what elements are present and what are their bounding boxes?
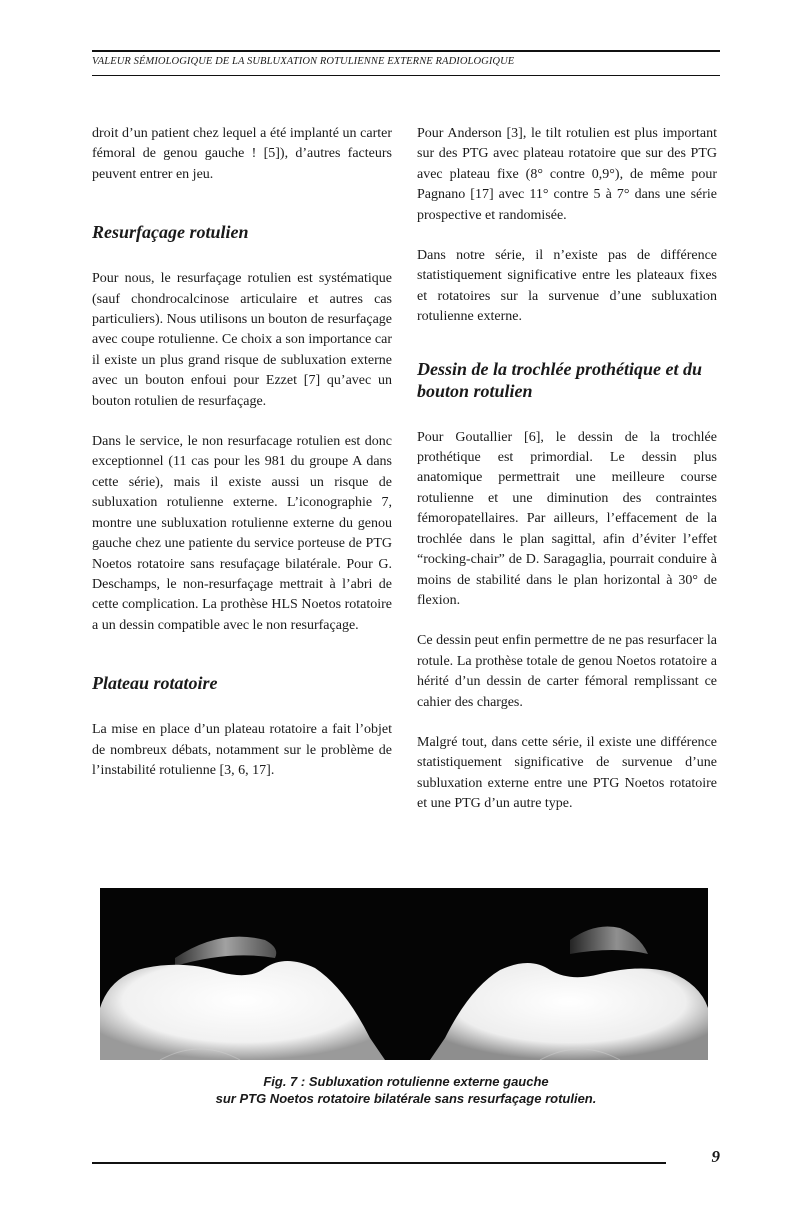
caption-line-2: sur PTG Noetos rotatoire bilatérale sans resurfaçage rotulien. bbox=[215, 1091, 597, 1106]
paragraph: Dans notre série, il n’existe pas de différence statistiquement significative entre les plateaux fixes et rotatoires sur la survenue d’une subluxation rotulienne externe. bbox=[417, 248, 717, 325]
paragraph: Dans le service, le non resurfacage rotulien est donc exceptionnel (11 cas pour les 981 du groupe A dans cette série), mais il existe aussi un risque de subluxation rotulienne externe. L’iconographie 7, montre une subluxation rotulienne externe du genou gauche chez une patiente du service porteuse de PTG Noetos rotatoire sans resufaçage bilatérale. Pour G. Deschamps, le non-resurfaçage mettrait à l’abri de cette complication. La prothèse HLS Noetos rotatoire a un dessin compatible avec le non resurfaçage. bbox=[92, 434, 392, 633]
paragraph: Pour Goutallier [6], le dessin de la trochlée prothétique est primordial. Le dessin plus anatomique permettrait une meilleure course rotulienne et une diminution des contraintes fémoropatellaires. Par ailleurs, l’effacement de la trochlée dans le plan sagittal, afin d’éviter l’effet “rocking-chair” de D. Saragaglia, pourrait conduire à moins de stabilité dans le plan horizontal à 30° de flexion. bbox=[417, 429, 717, 608]
xray-image bbox=[100, 888, 708, 1060]
header-rule-top bbox=[92, 50, 720, 52]
section-heading-resurfacage: Resurfaçage rotulien bbox=[92, 222, 249, 243]
page-number: 9 bbox=[711, 1147, 720, 1166]
left-column bbox=[92, 124, 392, 801]
right-column bbox=[417, 124, 717, 835]
paragraph: La mise en place d’un plateau rotatoire a fait l’objet de nombreux débats, notamment sur le problème de l’instabilité rotulienne [3, 6, 17]. bbox=[92, 722, 392, 778]
running-title: VALEUR SÉMIOLOGIQUE DE LA SUBLUXATION ROTULIENNE EXTERNE RADIOLOGIQUE bbox=[92, 56, 515, 67]
footer-rule bbox=[92, 1162, 666, 1164]
paragraph: Pour nous, le resurfaçage rotulien est systématique (sauf chondrocalcinose articulaire et autres cas particuliers). Nous utilisons un bouton de resurfaçage avec coupe rotulienne. Ce choix a son importance car il existe un plus grand risque de subluxation externe avec un bouton enfoui pour Ezzet [7] qu’avec un bouton rotulien de resurfaçage. bbox=[92, 271, 392, 409]
paragraph: droit d’un patient chez lequel a été implanté un carter fémoral de genou gauche ! [5]), d’autres facteurs peuvent entrer en jeu. bbox=[92, 126, 392, 182]
header-rule-bottom bbox=[92, 75, 720, 76]
paragraph: Pour Anderson [3], le tilt rotulien est plus important sur des PTG avec plateau rotatoire que sur des PTG avec plateau fixe (8° contre 0,9°), de même pour Pagnano [17] avec 11° contre 5 à 7° dans une série prospective et randomisée. bbox=[417, 126, 717, 223]
section-heading-dessin: Dessin de la trochlée prothétique et du bouton rotulien bbox=[417, 358, 702, 401]
paragraph: Ce dessin peut enfin permettre de ne pas resurfacer la rotule. La prothèse totale de genou Noetos rotatoire a hérité d’un dessin de carter fémoral remplissant ce cahier des charges. bbox=[417, 633, 717, 710]
caption-line-1: Fig. 7 : Subluxation rotulienne externe gauche bbox=[263, 1074, 549, 1089]
paragraph: Malgré tout, dans cette série, il existe une différence statistiquement significative de survenue d’une subluxation externe entre une PTG Noetos rotatoire et une PTG d’un autre type. bbox=[417, 734, 717, 812]
section-heading-plateau: Plateau rotatoire bbox=[92, 673, 218, 694]
figure-caption bbox=[92, 1073, 720, 1107]
xray-figure bbox=[100, 888, 708, 1060]
